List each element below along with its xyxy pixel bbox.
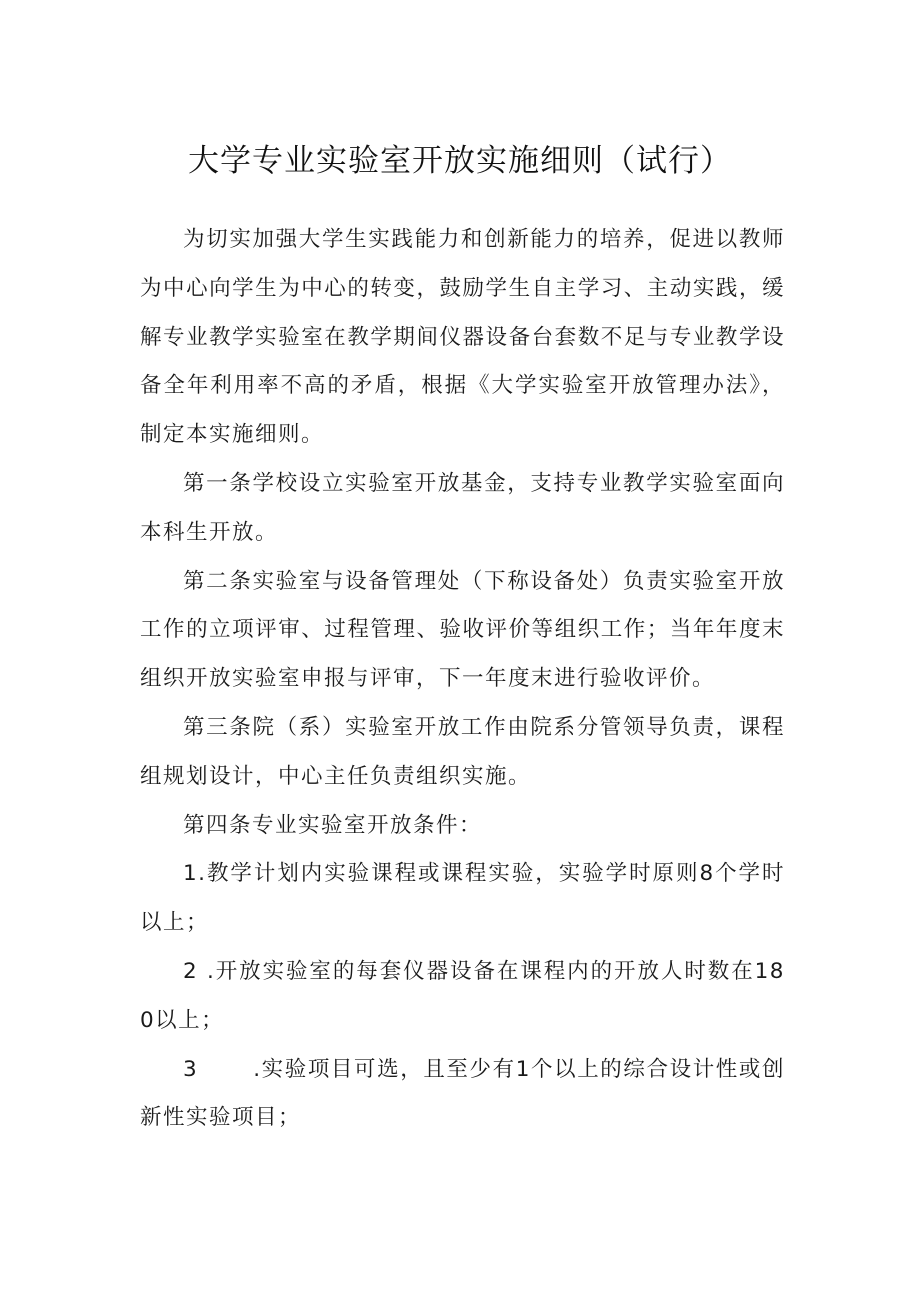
condition-item-1: 1.教学计划内实验课程或课程实验，实验学时原则8个学时以上； <box>140 861 785 936</box>
condition-item-3-number: 3 <box>183 1056 199 1082</box>
document-body <box>140 216 785 1143</box>
article-2-paragraph: 第二条实验室与设备管理处（下称设备处）负责实验室开放工作的立项评审、过程管理、验收评价等组织工作；当年年度末组织开放实验室申报与评审，下一年度末进行验收评价。 <box>140 568 785 692</box>
intro-paragraph: 为切实加强大学生实践能力和创新能力的培养，促进以教师为中心向学生为中心的转变，鼓励学生自主学习、主动实践，缓解专业教学实验室在教学期间仪器设备台套数不足与专业教学设备全年利用率不高的矛盾，根据《大学实验室开放管理办法》，制定本实施细则。 <box>140 227 785 448</box>
condition-item-3 <box>140 1046 785 1144</box>
article-3-paragraph: 第三条院（系）实验室开放工作由院系分管领导负责，课程组规划设计，中心主任负责组织实施。 <box>140 714 785 789</box>
article-4-heading: 第四条专业实验室开放条件： <box>183 812 483 838</box>
article-1-paragraph: 第一条学校设立实验室开放基金，支持专业教学实验室面向本科生开放。 <box>140 470 785 545</box>
condition-item-3-text: .实验项目可选，且至少有1个以上的综合设计性或创新性实验项目； <box>140 1056 785 1131</box>
condition-item-2: 2 .开放实验室的每套仪器设备在课程内的开放人时数在180以上； <box>140 958 785 1033</box>
document-title: 大学专业实验室开放实施细则（试行） <box>188 143 732 179</box>
